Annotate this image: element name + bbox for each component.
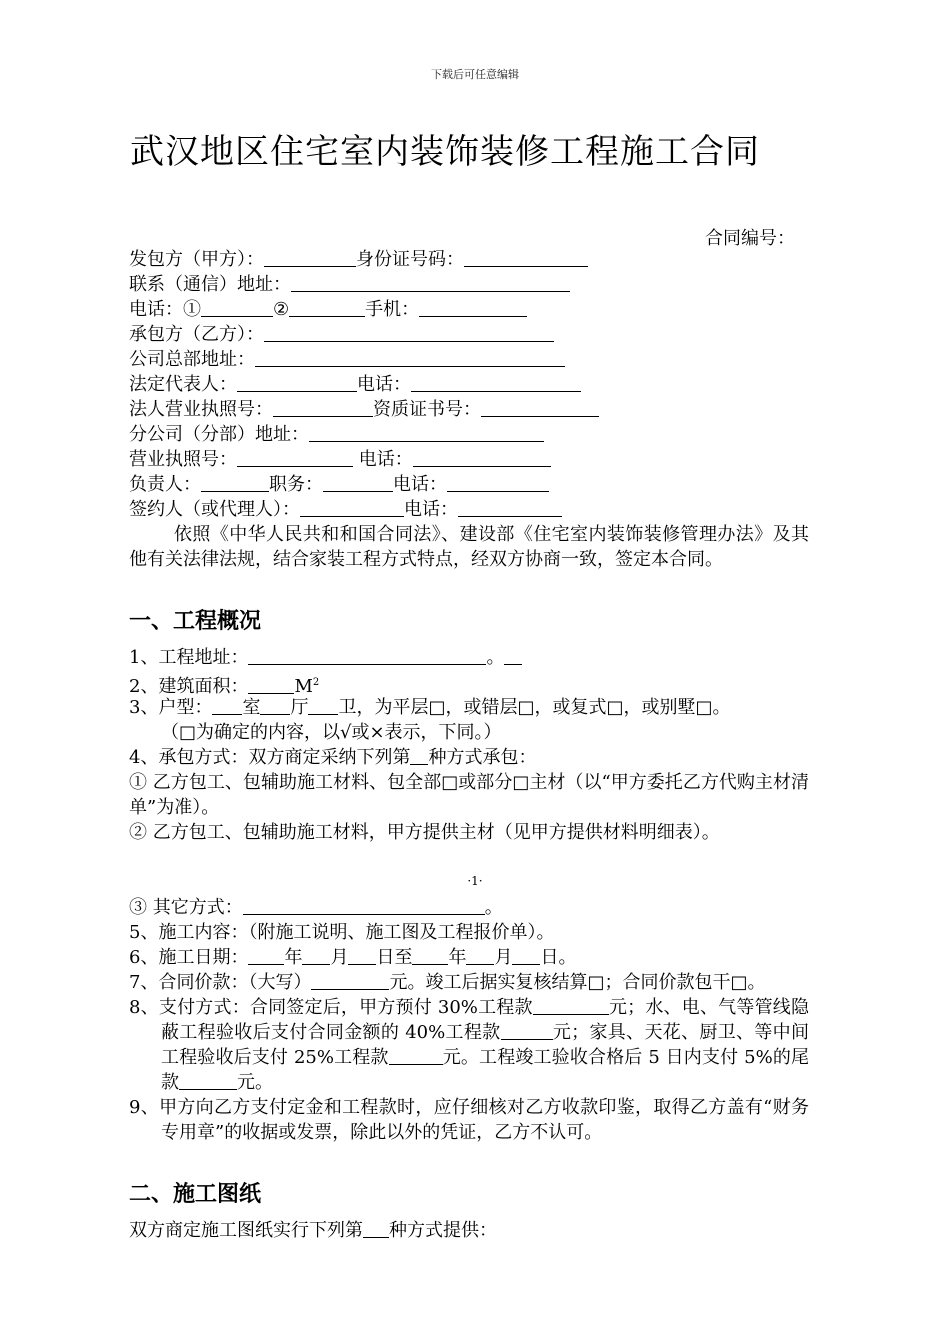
start-year-blank[interactable]	[248, 946, 284, 965]
party-a-line	[129, 247, 809, 272]
party-b-label: 承包方（乙方）：	[129, 324, 264, 345]
party-b-line	[129, 322, 809, 347]
branch-address-label: 分公司（分部）地址：	[129, 424, 309, 445]
address-label: 联系（通信）地址：	[129, 274, 291, 295]
phone2-blank[interactable]	[289, 298, 365, 317]
signatory-label: 签约人（或代理人）：	[129, 499, 300, 520]
qualification-no-blank[interactable]	[481, 398, 599, 417]
qualification-no-label: 资质证书号：	[373, 399, 481, 420]
area-blank[interactable]	[248, 675, 294, 694]
rooms-blank[interactable]	[212, 696, 242, 715]
payment-part3: 元；家具、天花、厨卫、等中间工程验收后支付 25%工程款	[161, 1022, 810, 1068]
header-note: 下载后可任意编辑	[431, 68, 519, 81]
payment-part5: 元。	[237, 1072, 273, 1093]
section2-line1	[129, 1218, 809, 1243]
person-in-charge-line	[129, 472, 809, 497]
payment-25-blank[interactable]	[389, 1046, 443, 1065]
option3-line	[129, 895, 809, 920]
item3-line	[129, 695, 809, 720]
legal-rep-label: 法定代表人：	[129, 374, 237, 395]
business-license-label: 营业执照号：	[129, 449, 237, 470]
branch-address-line	[129, 422, 809, 447]
house-type-options: 卫，为平层□，或错层□，或复式□，或别墅□。	[338, 697, 731, 718]
payment-part1: 8、支付方式：合同签定后，甲方预付 30%工程款	[129, 997, 533, 1018]
business-license-line	[129, 447, 809, 472]
house-type-label: 3、户型：	[129, 697, 213, 718]
legal-rep-blank[interactable]	[237, 373, 357, 392]
item1-line	[129, 645, 809, 670]
id-number-blank[interactable]	[464, 248, 588, 267]
hq-address-line	[129, 347, 809, 372]
payment-40-blank[interactable]	[501, 1021, 553, 1040]
license-line	[129, 397, 809, 422]
rooms-unit: 室	[242, 697, 261, 718]
pic-phone-label: 电话：	[393, 474, 447, 495]
item5-line: 5、施工内容：（附施工说明、施工图及工程报价单）。	[129, 922, 555, 943]
document-title: 武汉地区住宅室内装饰装修工程施工合同	[130, 132, 760, 172]
contract-number-label: 合同编号：	[705, 228, 795, 249]
mobile-label: 手机：	[365, 299, 420, 320]
contract-mode-blank[interactable]	[410, 746, 428, 765]
rep-phone-blank[interactable]	[411, 373, 581, 392]
payment-part4: 元。工程竣工验收合格后 5 日内支付 5%的尾款	[161, 1047, 810, 1093]
project-address-blank[interactable]	[248, 646, 486, 665]
contract-mode-label: 4、承包方式：双方商定采纳下列第	[129, 747, 411, 768]
section2-heading: 二、施工图纸	[129, 1182, 262, 1207]
position-blank[interactable]	[323, 473, 393, 492]
position-label: 职务：	[269, 474, 323, 495]
day-to: 日至	[376, 947, 413, 968]
bl-phone-blank[interactable]	[413, 448, 551, 467]
drawings-label: 双方商定施工图纸实行下列第	[129, 1220, 363, 1241]
area-unit-sup: 2	[312, 677, 320, 688]
phone2-label: ②	[273, 299, 290, 320]
business-license-blank[interactable]	[237, 448, 353, 467]
item8-paragraph	[129, 995, 809, 1095]
area-label: 2、建筑面积：	[129, 676, 249, 697]
mobile-blank[interactable]	[419, 298, 527, 317]
hq-address-blank[interactable]	[255, 348, 565, 367]
section1-body	[129, 645, 809, 845]
branch-address-blank[interactable]	[309, 423, 544, 442]
sig-phone-blank[interactable]	[458, 498, 562, 517]
baths-blank[interactable]	[308, 696, 338, 715]
phone-line	[129, 297, 809, 322]
item6-line	[129, 945, 809, 970]
month-unit: 月	[330, 947, 349, 968]
option3-blank[interactable]	[243, 896, 485, 915]
item4-line	[129, 745, 809, 770]
rep-phone-label: 电话：	[357, 374, 411, 395]
start-month-blank[interactable]	[302, 946, 330, 965]
drawings-blank[interactable]	[363, 1219, 389, 1238]
section1-heading: 一、工程概况	[129, 609, 262, 634]
price-label: 7、合同价款：（大写）	[129, 972, 312, 993]
party-a-blank[interactable]	[264, 248, 356, 267]
payment-part2: 元；水、电、气等管线隐蔽工程验收后支付合同金额的 40%工程款	[161, 997, 810, 1043]
payment-5-blank[interactable]	[179, 1071, 237, 1090]
end-month-blank[interactable]	[466, 946, 494, 965]
signatory-blank[interactable]	[300, 498, 404, 517]
legal-rep-line	[129, 372, 809, 397]
party-a-label: 发包方（甲方）：	[129, 249, 264, 270]
person-in-charge-blank[interactable]	[201, 473, 269, 492]
year-unit: 年	[284, 947, 303, 968]
halls-blank[interactable]	[260, 696, 290, 715]
schedule-label: 6、施工日期：	[129, 947, 249, 968]
address-line	[129, 272, 809, 297]
person-in-charge-label: 负责人：	[129, 474, 201, 495]
item9-paragraph: 9、甲方向乙方支付定金和工程款时，应仔细核对乙方收款印鉴，取得乙方盖有“财务专用章”的收据或发票，除此以外的凭证，乙方不认可。	[129, 1097, 809, 1143]
price-suffix: 元。竣工后据实复核结算□；合同价款包干□。	[389, 972, 766, 993]
license-no-blank[interactable]	[273, 398, 373, 417]
contract-mode-suffix: 种方式承包：	[428, 747, 537, 768]
item2-line	[129, 670, 809, 695]
bl-phone-label: 电话：	[358, 449, 413, 470]
start-day-blank[interactable]	[348, 946, 376, 965]
address-blank[interactable]	[291, 273, 570, 292]
item7-paragraph	[129, 970, 809, 995]
project-address-label: 1、工程地址：	[129, 647, 249, 668]
hq-address-label: 公司总部地址：	[129, 349, 255, 370]
end-year-blank[interactable]	[412, 946, 448, 965]
option2-text: ② 乙方包工、包辅助施工材料，甲方提供主材（见甲方提供材料明细表）。	[129, 822, 720, 843]
party-info	[129, 247, 809, 522]
preamble-paragraph: 依照《中华人民共和和国合同法》、建设部《住宅室内装饰装修管理办法》及其他有关法律法规，结合家装工程方式特点，经双方协商一致，签定本合同。	[129, 524, 809, 570]
end-day-blank[interactable]	[512, 946, 540, 965]
id-number-label: 身份证号码：	[356, 249, 464, 270]
phone-label: 电话：①	[129, 299, 201, 320]
option3-end: 。	[484, 897, 503, 918]
drawings-suffix: 种方式提供：	[389, 1220, 497, 1241]
signatory-line	[129, 497, 809, 522]
sig-phone-label: 电话：	[404, 499, 458, 520]
item1-end: 。	[486, 647, 505, 668]
option1-text: ① 乙方包工、包辅助施工材料、包全部□或部分□主材（以“甲方委托乙方代购主材清单”为准）。	[129, 772, 809, 818]
section2-body	[129, 1218, 809, 1243]
area-unit: M	[294, 676, 313, 697]
pic-phone-blank[interactable]	[447, 473, 549, 492]
payment-30-blank[interactable]	[533, 996, 609, 1015]
license-no-label: 法人营业执照号：	[129, 399, 273, 420]
month-unit-2: 月	[494, 947, 513, 968]
day-end: 日。	[540, 947, 577, 968]
halls-unit: 厅	[290, 697, 309, 718]
section1-continued	[129, 895, 809, 1145]
item1-tail-blank[interactable]	[504, 646, 522, 665]
page-number: ·1·	[467, 874, 483, 888]
item3-note: （□为确定的内容，以√或×表示，下同。）	[161, 722, 502, 743]
option3-label: ③ 其它方式：	[129, 897, 243, 918]
phone1-blank[interactable]	[201, 298, 273, 317]
price-blank[interactable]	[311, 971, 389, 990]
year-unit-2: 年	[448, 947, 467, 968]
party-b-blank[interactable]	[264, 323, 554, 342]
